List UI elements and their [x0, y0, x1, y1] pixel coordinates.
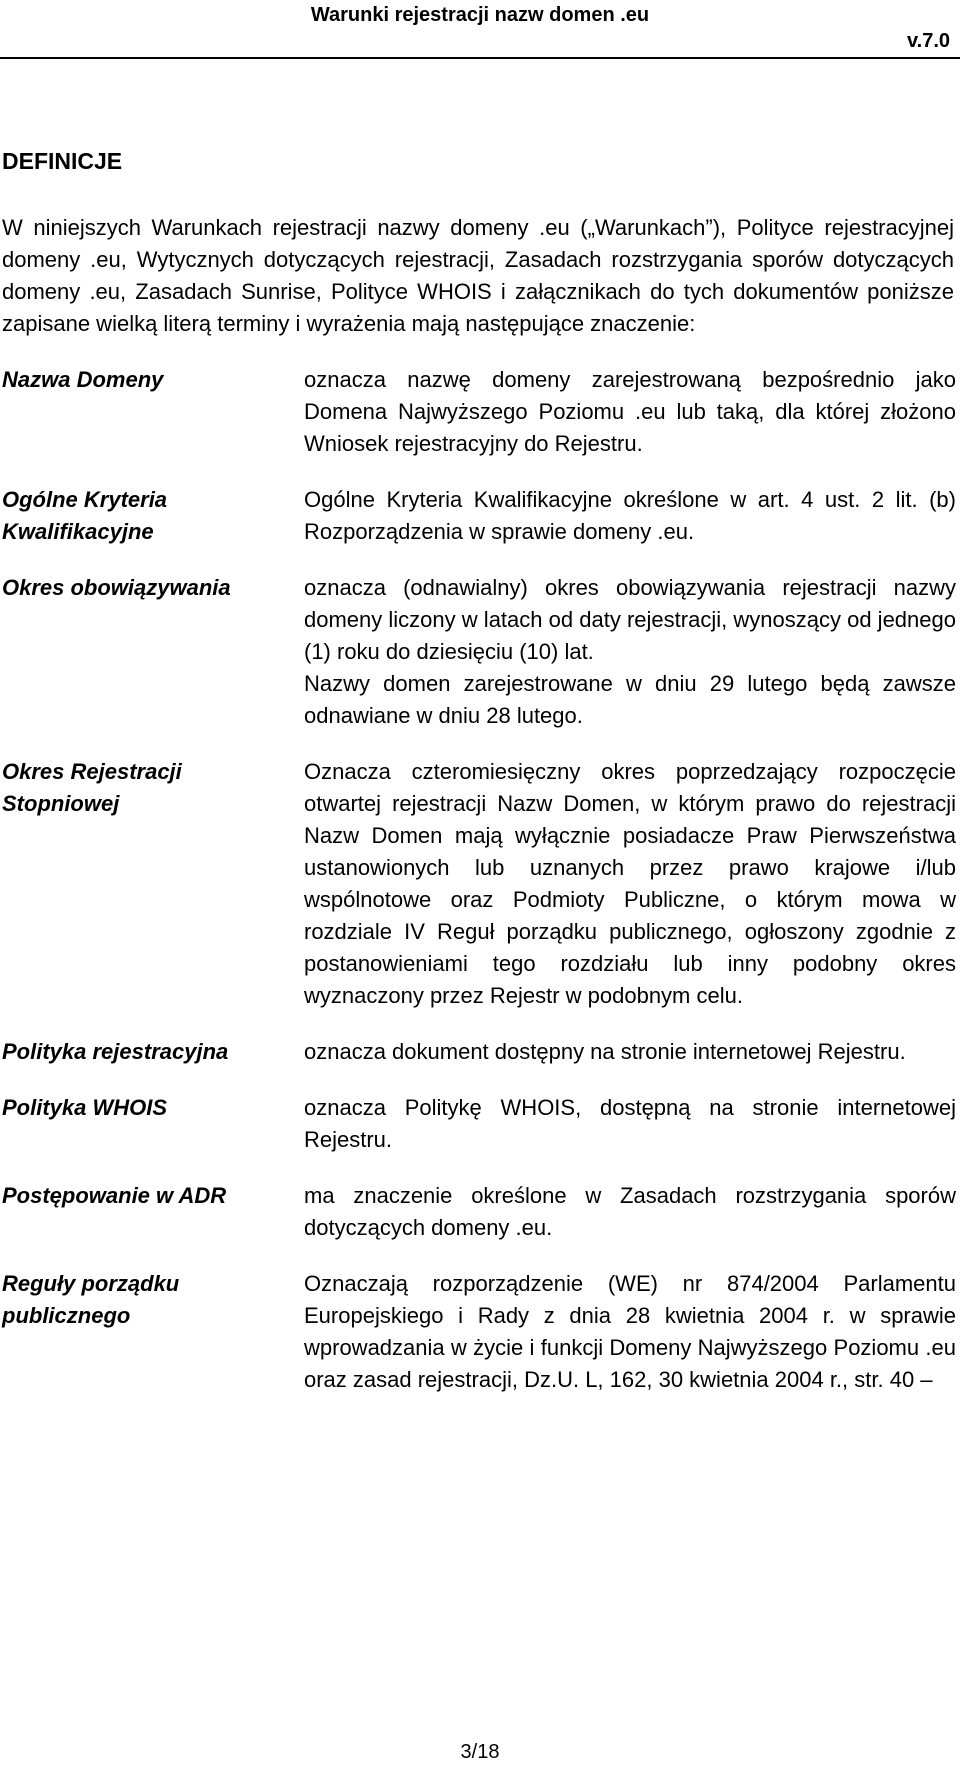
- definition-text: oznacza Politykę WHOIS, dostępną na stronie internetowej Rejestru.: [304, 1095, 956, 1152]
- definition-row: [2, 484, 958, 548]
- page-header: [0, 0, 960, 60]
- definition-note: Nazwy domen zarejestrowane w dniu 29 lutego będą zawsze odnawiane w dniu 28 lutego.: [304, 671, 956, 728]
- definition-row: [2, 1036, 958, 1068]
- document-title: Warunki rejestracji nazw domen .eu: [310, 4, 650, 26]
- definition-term: Polityka WHOIS: [2, 1095, 168, 1120]
- definition-row: [2, 756, 958, 1012]
- definition-term: Ogólne Kryteria Kwalifikacyjne: [2, 487, 168, 544]
- definition-text: oznacza nazwę domeny zarejestrowaną bezpośrednio jako Domena Najwyższego Poziomu .eu lub taką, dla której złożono Wniosek rejestracyjny do Rejestru.: [304, 367, 956, 456]
- intro-paragraph: W niniejszych Warunkach rejestracji nazwy domeny .eu („Warunkach”), Polityce rejestracyjnej domeny .eu, Wytycznych dotyczących rejestracji, Zasadach rozstrzygania sporów dotyczących domeny .eu, Zasadach Sunrise, Polityce WHOIS i załącznikach do tych dokumentów poniższe zapisane wielką literą terminy i wyrażenia mają następujące znaczenie:: [2, 215, 954, 336]
- definition-description: [304, 1180, 956, 1244]
- definition-description: [304, 1268, 956, 1396]
- document-version: v.7.0: [907, 30, 950, 52]
- definition-description: [304, 1036, 956, 1068]
- definition-description: [304, 364, 956, 460]
- definitions-list: [2, 364, 958, 1396]
- definition-term: Nazwa Domeny: [2, 367, 164, 392]
- definition-description: [304, 756, 956, 1012]
- definition-description: [304, 1092, 956, 1156]
- definition-text: ma znaczenie określone w Zasadach rozstrzygania sporów dotyczących domeny .eu.: [304, 1183, 956, 1240]
- section-title: DEFINICJE: [2, 148, 123, 174]
- definition-row: [2, 1268, 958, 1396]
- definition-row: [2, 1180, 958, 1244]
- definition-term: Reguły porządku publicznego: [2, 1271, 180, 1328]
- definition-description: [304, 484, 956, 548]
- definition-row: [2, 1092, 958, 1156]
- definition-row: [2, 364, 958, 460]
- definition-term: Okres obowiązywania: [2, 575, 231, 600]
- header-divider: [0, 57, 960, 59]
- definition-description: [304, 572, 956, 732]
- definition-term: Okres Rejestracji Stopniowej: [2, 759, 182, 816]
- definition-text: oznacza (odnawialny) okres obowiązywania rejestracji nazwy domeny liczony w latach od daty rejestracji, wynoszący od jednego (1) roku do dziesięciu (10) lat.: [304, 575, 956, 664]
- definition-term: Postępowanie w ADR: [2, 1183, 227, 1208]
- definition-text: oznacza dokument dostępny na stronie internetowej Rejestru.: [304, 1039, 906, 1064]
- definition-text: Oznacza czteromiesięczny okres poprzedzający rozpoczęcie otwartej rejestracji Nazw Domen, w którym prawo do rejestracji Nazw Domen mają wyłącznie posiadacze Praw Pierwszeństwa ustanowionych lub uznanych przez prawo krajowe i/lub wspólnotowe oraz Podmioty Publiczne, o którym mowa w rozdziale IV Reguł porządku publicznego, ogłoszony zgodnie z postanowieniami tego rozdziału lub inny podobny okres wyznaczony przez Rejestr w podobnym celu.: [304, 759, 956, 1008]
- definition-term: Polityka rejestracyjna: [2, 1039, 229, 1064]
- document-body: [2, 146, 958, 1420]
- definition-text: Oznaczają rozporządzenie (WE) nr 874/2004 Parlamentu Europejskiego i Rady z dnia 28 kwietnia 2004 r. w sprawie wprowadzania w życie i funkcji Domeny Najwyższego Poziomu .eu oraz zasad rejestracji, Dz.U. L, 162, 30 kwietnia 2004 r., str. 40 –: [304, 1271, 956, 1392]
- page-number: 3/18: [460, 1741, 500, 1763]
- definition-text: Ogólne Kryteria Kwalifikacyjne określone w art. 4 ust. 2 lit. (b) Rozporządzenia w sprawie domeny .eu.: [304, 487, 956, 544]
- definition-row: [2, 572, 958, 732]
